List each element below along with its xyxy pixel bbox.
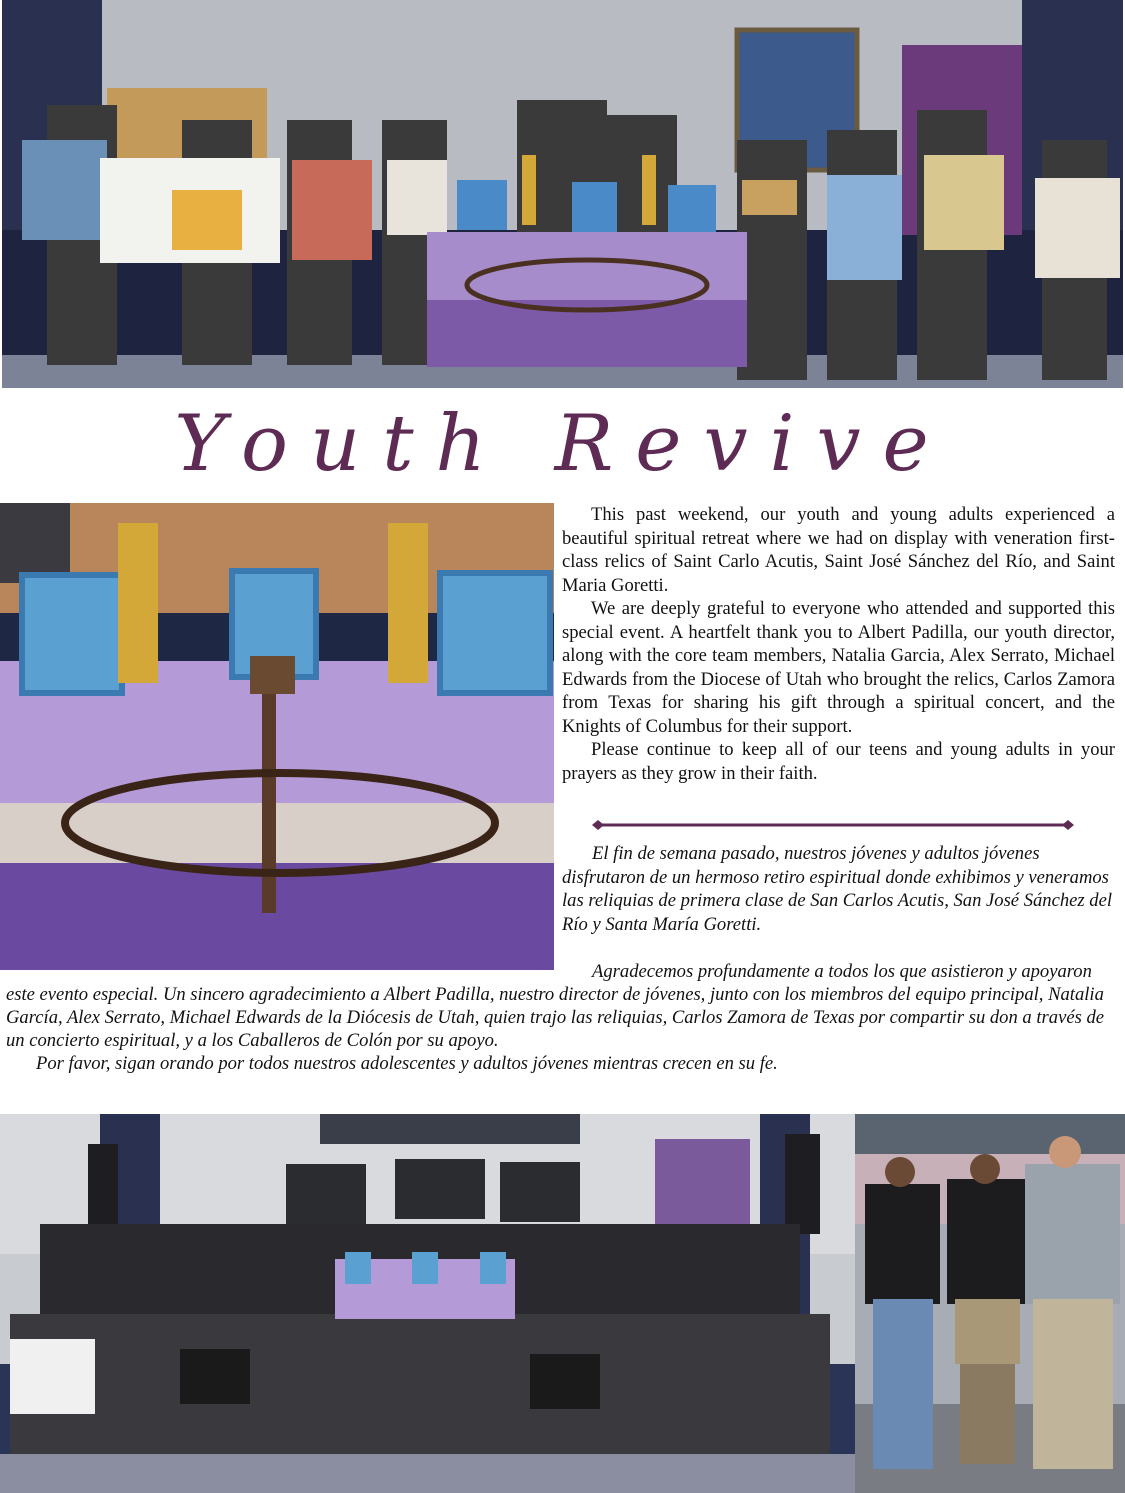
spanish-paragraph-1: El fin de semana pasado, nuestros jóvenes y adultos jóvenes disfrutaron de un hermoso retiro espiritual donde exhibimos y veneramos las reliquias de primera clase de San Carlos Acutis, San José Sánchez del Río y Santa María Goretti.	[562, 843, 1113, 935]
english-paragraph-2: We are deeply grateful to everyone who attended and supported this special event. A heartfelt thank you to Albert Padilla, our youth director, along with the core team members, Natalia Garcia, Alex Serrato, Michael Edwards from the Diocese of Utah who brought the relics, Carlos Zamora from Texas for sharing his gift through a spiritual concert, and the Knights of Columbus for their support.	[562, 598, 1115, 737]
english-paragraph-1: This past weekend, our youth and young adults experienced a beautiful spiritual retreat where we had on display with veneration first-class relics of Saint Carlo Acutis, Saint José Sánchez del Río, and Saint Maria Goretti.	[562, 504, 1115, 596]
spanish-article-top	[562, 842, 1115, 936]
english-paragraph-3: Please continue to keep all of our teens and young adults in your prayers as they grow in their faith.	[562, 739, 1115, 784]
spanish-paragraph-2: Agradecemos profundamente a todos los que asistieron y apoyaron este evento especial. Un sincero agradecimiento a Albert Padilla, nuestro director de jóvenes, junto con los miembros del equipo principal, Natalia García, Alex Serrato, Michael Edwards de la Diócesis de Utah, quien trajo las reliquias, Carlos Zamora de Texas por compartir su don a través de un concierto espiritual, y a los Caballeros de Colón por su apoyo.	[6, 961, 1105, 1051]
page-title: Youth Revive	[174, 399, 951, 489]
spanish-article-bottom	[6, 960, 1118, 1075]
top-group-photo	[2, 0, 1123, 388]
english-article	[562, 503, 1115, 785]
three-men-photo	[855, 1114, 1125, 1493]
section-divider	[592, 817, 1074, 833]
relics-table-photo	[0, 503, 554, 970]
spanish-paragraph-3: Por favor, sigan orando por todos nuestros adolescentes y adultos jóvenes mientras crecen en su fe.	[36, 1053, 778, 1074]
youth-group-photo	[0, 1114, 855, 1493]
